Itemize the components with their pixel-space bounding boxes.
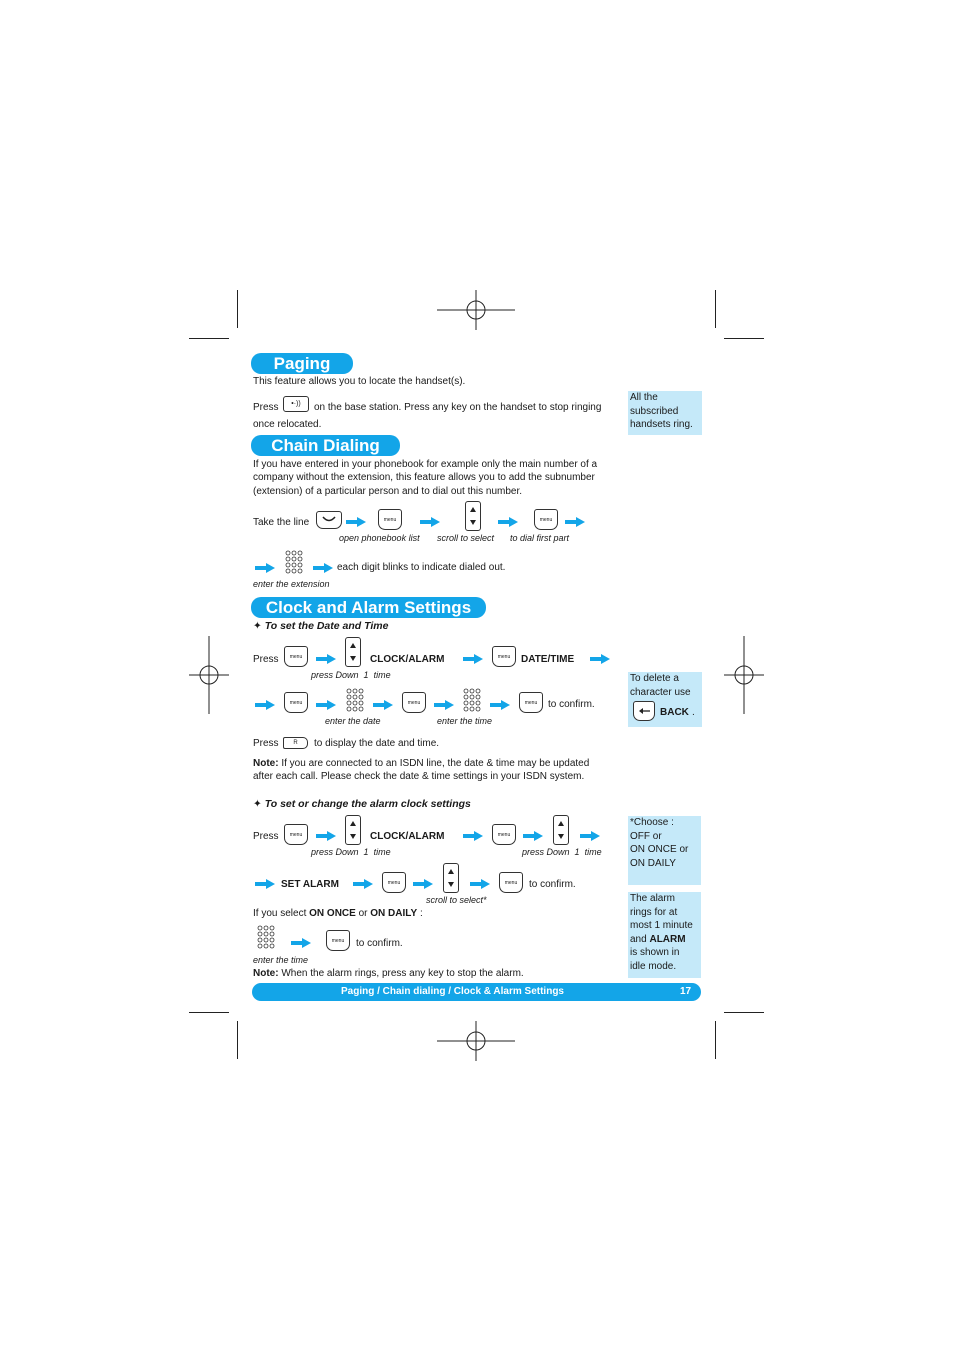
caption-dial-first-part: to dial first part [510,533,570,543]
on-daily-label: ON DAILY [370,908,418,919]
press-label: Press [253,654,279,665]
display-date-text: to display the date and time. [314,738,440,749]
set-alarm-label: SET ALARM [281,879,339,890]
menu-key-icon: menu [284,824,308,845]
menu-key-icon: menu [492,646,516,667]
chain-paragraph-1: If you have entered in your phonebook for example only the main number of a [253,459,598,470]
paging-press: Press [253,402,279,413]
arrow-icon [313,563,333,573]
and-text: and [630,933,647,945]
colon-text: : [419,908,423,919]
arrow-icon [580,831,600,841]
note-line: subscribed [630,405,679,417]
chain-paragraph-3: (extension) of a particular person and to dial out this number. [253,486,523,497]
registration-mark [724,636,764,714]
arrow-icon [463,831,483,841]
paging-text: on the base station. Press any key on the handset to stop ringing [314,402,602,413]
arrow-icon [565,517,585,527]
menu-key-icon: menu [382,872,406,893]
digit-blink-text: each digit blinks to indicate dialed out. [337,562,506,573]
footer-bar [252,983,701,1001]
if-select-prefix: If you select [253,908,307,919]
caption-open-phonebook: open phonebook list [339,533,420,543]
back-row [630,699,700,723]
arrow-icon [291,938,311,948]
take-line-label: Take the line [253,517,310,528]
chain-paragraph-2: company without the extension, this feature allows you to add the subnumber [253,472,595,483]
keypad-icon [463,688,481,714]
arrow-icon [498,517,518,527]
scroll-key-icon [345,815,361,845]
caption-press-down-text: press Down [522,847,570,857]
arrow-icon [463,654,483,664]
or-text: or [358,908,368,919]
arrow-icon [523,831,543,841]
subheading-alarm: ✦ To set or change the alarm clock settings [253,798,471,810]
date-time-label: DATE/TIME [521,654,575,665]
caption-time-text: time [584,847,602,857]
arrow-icon [255,879,275,889]
arrow-icon [434,700,454,710]
sidebar-note-choose [628,816,701,885]
crop-mark [724,1012,764,1013]
heading-paging: Paging [251,353,353,374]
paging-intro: This feature allows you to locate the handset(s). [253,376,466,387]
menu-key-icon: menu [534,509,558,530]
menu-key-icon: menu [492,824,516,845]
note-line: ON DAILY [630,857,676,869]
note-line: The alarm [630,893,676,904]
note-text: When the alarm rings, press any key to stop the alarm. [281,968,524,979]
caption-press-down [311,670,391,680]
menu-key-icon: menu [519,692,543,713]
caption-time-text: time [373,847,391,857]
scroll-key-icon [553,815,569,845]
caption-enter-extension: enter the extension [253,579,330,589]
caption-enter-date: enter the date [325,716,381,726]
note-line: ON ONCE or [630,844,689,855]
keypad-icon [285,550,303,576]
back-period: . [692,707,695,718]
caption-separator: 1 [363,847,369,857]
arrow-icon [316,654,336,664]
if-select-text [253,907,423,921]
arrow-icon [346,517,366,527]
arrow-icon [255,563,275,573]
clock-alarm-label: CLOCK/ALARM [370,831,445,842]
crop-mark [189,338,229,339]
menu-key-icon: menu [402,692,426,713]
clock-alarm-label: CLOCK/ALARM [370,654,445,665]
heading-chain-dialing: Chain Dialing [251,435,400,456]
note-line [630,933,699,947]
crop-mark [715,1021,716,1059]
note-label: Note: [253,968,279,979]
caption-separator: 1 [363,670,369,680]
crop-mark [237,290,238,328]
caption-scroll-select: scroll to select [437,533,495,543]
isdn-note [253,757,589,771]
note-line: *Choose : [630,817,674,828]
arrow-icon [590,654,610,664]
confirm-text: to confirm. [548,699,595,710]
footer-title: Paging / Chain dialing / Clock & Alarm Settings [341,986,564,997]
note-line: idle mode. [630,960,677,972]
menu-key-icon: menu [284,646,308,667]
page-number: 17 [680,986,692,997]
arrow-icon [353,879,373,889]
caption-press-down-text: press Down [311,847,359,857]
sidebar-note-delete [628,672,702,727]
scroll-key-icon [345,637,361,667]
subheading-alarm-text: To set or change the alarm clock settings [264,798,471,810]
menu-key-icon: menu [326,930,350,951]
arrow-icon [316,700,336,710]
caption-scroll-select: scroll to select* [426,895,487,905]
keypad-icon [257,925,275,951]
crop-mark [724,338,764,339]
note-line: All the [630,392,658,403]
caption-separator: 1 [574,847,580,857]
note-text: If you are connected to an ISDN line, the date & time may be updated [281,758,590,769]
scroll-key-icon [443,863,459,893]
back-label: BACK [660,707,689,718]
menu-key-icon: menu [499,872,523,893]
r-key-icon: R [283,737,308,749]
heading-clock-alarm: Clock and Alarm Settings [251,597,486,618]
note-line: rings for at [630,906,678,918]
arrow-icon [420,517,440,527]
arrow-icon [373,700,393,710]
caption-press-down [522,847,602,857]
press-label: Press [253,831,279,842]
registration-mark [437,1021,515,1061]
note-line: To delete a [630,673,679,684]
paging-text-2: once relocated. [253,419,322,430]
paging-key-icon: •·)) [283,396,309,412]
alarm-note [253,967,524,981]
confirm-text: to confirm. [529,879,576,890]
note-line: most 1 minute [630,920,693,931]
subheading-date-time-text: To set the Date and Time [264,620,389,632]
registration-mark [437,290,515,330]
caption-enter-time: enter the time [437,716,493,726]
press-label: Press [253,738,279,749]
note-line: handsets ring. [630,419,693,430]
menu-key-icon: menu [378,509,402,530]
isdn-note-2: after each call. Please check the date & time settings in your ISDN system. [253,771,585,782]
back-key-icon [633,701,655,721]
registration-mark [189,636,229,714]
menu-key-icon: menu [284,692,308,713]
on-once-label: ON ONCE [309,908,356,919]
arrow-icon [470,879,490,889]
sidebar-note-alarm [628,892,701,978]
note-line: OFF or [630,830,662,842]
sidebar-note-paging [628,391,702,435]
note-line: character use [630,686,691,698]
confirm-text: to confirm. [356,938,403,949]
crop-mark [715,290,716,328]
scroll-key-icon [465,501,481,531]
caption-press-down [311,847,391,857]
arrow-icon [255,700,275,710]
alarm-word: ALARM [649,933,686,945]
note-label: Note: [253,758,279,769]
caption-time-text: time [373,670,391,680]
crop-mark [189,1012,229,1013]
note-line: is shown in [630,947,680,958]
arrow-icon [413,879,433,889]
talk-key-icon [316,511,342,529]
caption-enter-time: enter the time [253,955,309,965]
arrow-icon [316,831,336,841]
subheading-date-time: ✦ To set the Date and Time [253,620,389,632]
arrow-icon [490,700,510,710]
crop-mark [237,1021,238,1059]
caption-press-down-text: press Down [311,670,359,680]
keypad-icon [346,688,364,714]
